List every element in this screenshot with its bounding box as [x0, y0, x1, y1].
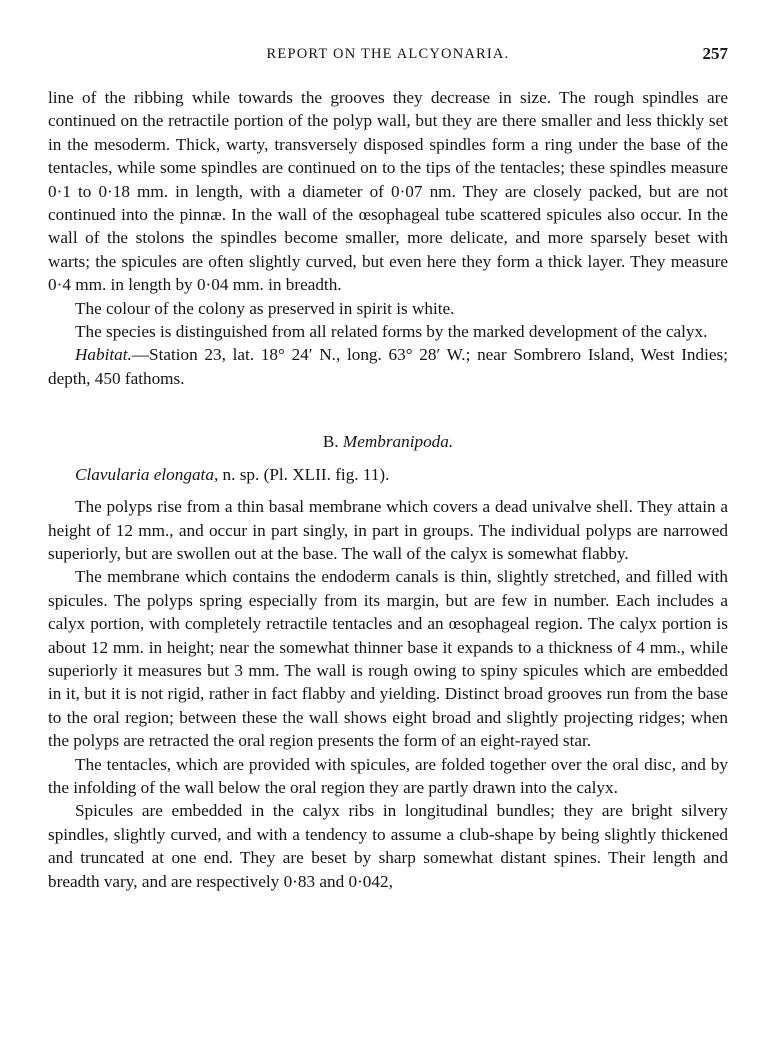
page-header: [48, 44, 728, 68]
paragraph-polyps: The polyps rise from a thin basal membrane which covers a dead univalve shell. They attain a height of 12 mm., and occur in part singly, in part in groups. The individual polyps are narrowed superiorly, but are swollen out at the base. The wall of the calyx is somewhat flabby.: [48, 497, 728, 563]
section-letter: B.: [322, 432, 339, 452]
paragraph-tentacles: The tentacles, which are provided with spicules, are folded together over the oral disc, and by the infolding of the wall below the oral region they are partly drawn into the calyx.: [48, 754, 728, 797]
species-reference: , n. sp. (Pl. XLII. fig. 11).: [213, 464, 390, 484]
habitat-label: Habitat.: [75, 345, 132, 365]
section-heading: [48, 430, 728, 453]
paragraph-continued: line of the ribbing while towards the grooves they decrease in size. The rough spindles are continued on the retractile portion of the polyp wall, but they are there smaller and less thickly set in the mesoderm. Thick, warty, transversely disposed spindles form a ring under the base of the tentacles, while some spindles are continued on to the tips of the tentacles; these spindles measure 0·1 to 0·18 mm. in length, with a diameter of 0·07 nm. They are closely packed, but are not continued into the pinnæ. In the wall of the œsophageal tube scattered spicules also occur. In the wall of the stolons the spindles become smaller, more delicate, and more sparsely beset with warts; the spicules are often slightly curved, but even here they form a thick layer. They measure 0·4 mm. in length by 0·04 mm. in breadth.: [48, 88, 728, 295]
habitat-text: —Station 23, lat. 18° 24′ N., long. 63° 28′ W.; near Sombrero Island, West Indies; depth, 450 fathoms.: [48, 345, 728, 388]
page-number: 257: [702, 44, 728, 63]
species-name: Clavularia elongata: [75, 464, 214, 484]
paragraph-membrane: The membrane which contains the endoderm canals is thin, slightly stretched, and filled with spicules. The polyps spring especially from its margin, but are few in number. Each includes a calyx portion, with completely retractile tentacles and an œsophageal region. The calyx portion is about 12 mm. in height; near the somewhat thinner base it expands to a thickness of 4 mm., while superiorly it measures but 3 mm. The wall is rough owing to spiny spicules which are embedded in it, but it is not rigid, rather in fact flabby and yielding. Distinct broad grooves run from the base to the oral region; between these the wall shows eight broad and slightly projecting ridges; when the polyps are retracted the oral region presents the form of an eight-rayed star.: [48, 567, 728, 751]
paragraph-distinction: The species is distinguished from all related forms by the marked development of the calyx.: [75, 322, 708, 342]
section-title: Membranipoda.: [342, 432, 454, 452]
paragraph-spicules: Spicules are embedded in the calyx ribs in longitudinal bundles; they are bright silvery spindles, slightly curved, and with a tendency to assume a club-shape by being slightly thickened and truncated at one end. They are beset by sharp somewhat distant spines. Their length and breadth vary, and are respectively 0·83 and 0·042,: [48, 801, 728, 891]
paragraph-colour: The colour of the colony as preserved in spirit is white.: [75, 298, 455, 318]
body-text: [48, 86, 728, 893]
species-heading: [48, 463, 728, 486]
paragraph-habitat: [48, 343, 728, 390]
running-title: REPORT ON THE ALCYONARIA.: [266, 46, 510, 62]
